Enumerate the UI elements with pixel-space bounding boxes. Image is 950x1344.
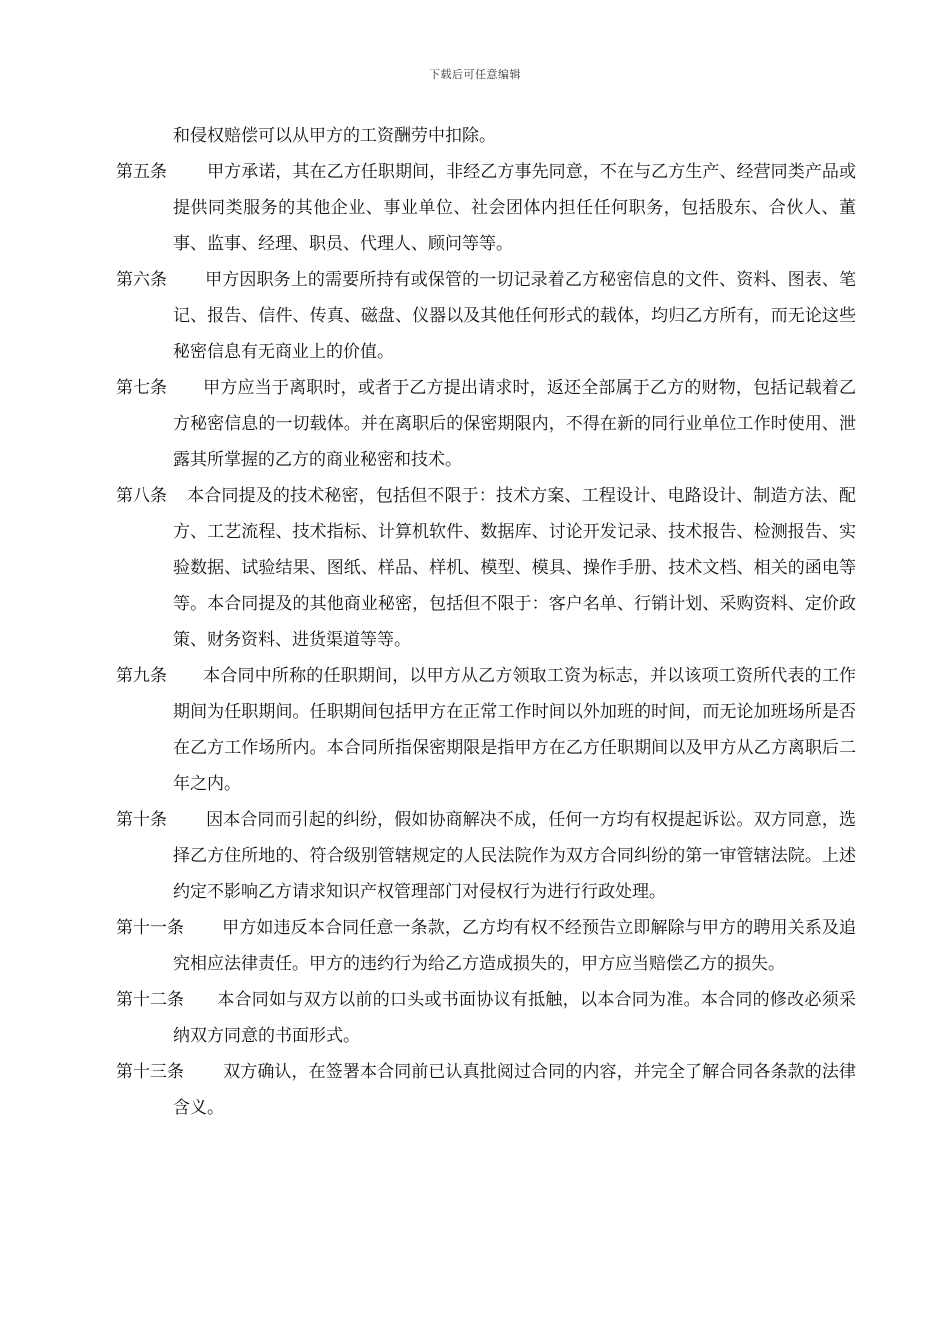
article-11 — [116, 910, 856, 982]
article-label: 第七条 — [116, 378, 167, 398]
article-text: 甲方承诺，其在乙方任职期间，非经乙方事先同意，不在与乙方生产、经营同类产品或提供同类服务的其他企业、事业单位、社会团体内担任任何职务，包括股东、合伙人、董事、监事、经理、职员、代理人、顾问等等。 — [173, 162, 856, 254]
article-9 — [116, 658, 856, 802]
article-12 — [116, 982, 856, 1054]
article-text: 双方确认，在签署本合同前已认真批阅过合同的内容，并完全了解合同各条款的法律含义。 — [173, 1062, 856, 1118]
article-text: 因本合同而引起的纠纷，假如协商解决不成，任何一方均有权提起诉讼。双方同意，选择乙方住所地的、符合级别管辖规定的人民法院作为双方合同纠纷的第一审管辖法院。上述约定不影响乙方请求知识产权管理部门对侵权行为进行行政处理。 — [173, 810, 856, 902]
article-text: 本合同如与双方以前的口头或书面协议有抵触，以本合同为准。本合同的修改必须采纳双方同意的书面形式。 — [173, 990, 856, 1046]
article-10 — [116, 802, 856, 910]
article-label: 第十一条 — [116, 918, 184, 938]
article-13 — [116, 1054, 856, 1126]
document-body — [116, 118, 856, 1126]
article-label: 第九条 — [116, 666, 167, 686]
article-label: 第十二条 — [116, 990, 184, 1010]
article-text: 本合同中所称的任职期间，以甲方从乙方领取工资为标志，并以该项工资所代表的工作期间为任职期间。任职期间包括甲方在正常工作时间以外加班的时间，而无论加班场所是否在乙方工作场所内。本合同所指保密期限是指甲方在乙方任职期间以及甲方从乙方离职后二年之内。 — [173, 666, 856, 794]
article-5 — [116, 154, 856, 262]
article-text: 甲方如违反本合同任意一条款，乙方均有权不经预告立即解除与甲方的聘用关系及追究相应法律责任。甲方的违约行为给乙方造成损失的，甲方应当赔偿乙方的损失。 — [173, 918, 856, 974]
article-label: 第六条 — [116, 270, 167, 290]
article-label: 第五条 — [116, 162, 167, 182]
article-text: 本合同提及的技术秘密，包括但不限于：技术方案、工程设计、电路设计、制造方法、配方、工艺流程、技术指标、计算机软件、数据库、讨论开发记录、技术报告、检测报告、实验数据、试验结果、图纸、样品、样机、模型、模具、操作手册、技术文档、相关的函电等等。本合同提及的其他商业秘密，包括但不限于：客户名单、行销计划、采购资料、定价政策、财务资料、进货渠道等等。 — [173, 486, 856, 650]
article-label: 第十三条 — [116, 1062, 184, 1082]
article-label: 第八条 — [116, 486, 167, 506]
article-6 — [116, 262, 856, 370]
page-header: 下载后可任意编辑 — [429, 68, 521, 81]
article-8 — [116, 478, 856, 658]
intro-paragraph: 和侵权赔偿可以从甲方的工资酬劳中扣除。 — [173, 126, 496, 146]
article-text: 甲方应当于离职时，或者于乙方提出请求时，返还全部属于乙方的财物，包括记载着乙方秘密信息的一切载体。并在离职后的保密期限内，不得在新的同行业单位工作时使用、泄露其所掌握的乙方的商业秘密和技术。 — [173, 378, 856, 470]
article-7 — [116, 370, 856, 478]
article-label: 第十条 — [116, 810, 167, 830]
article-text: 甲方因职务上的需要所持有或保管的一切记录着乙方秘密信息的文件、资料、图表、笔记、报告、信件、传真、磁盘、仪器以及其他任何形式的载体，均归乙方所有，而无论这些秘密信息有无商业上的价值。 — [173, 270, 856, 362]
